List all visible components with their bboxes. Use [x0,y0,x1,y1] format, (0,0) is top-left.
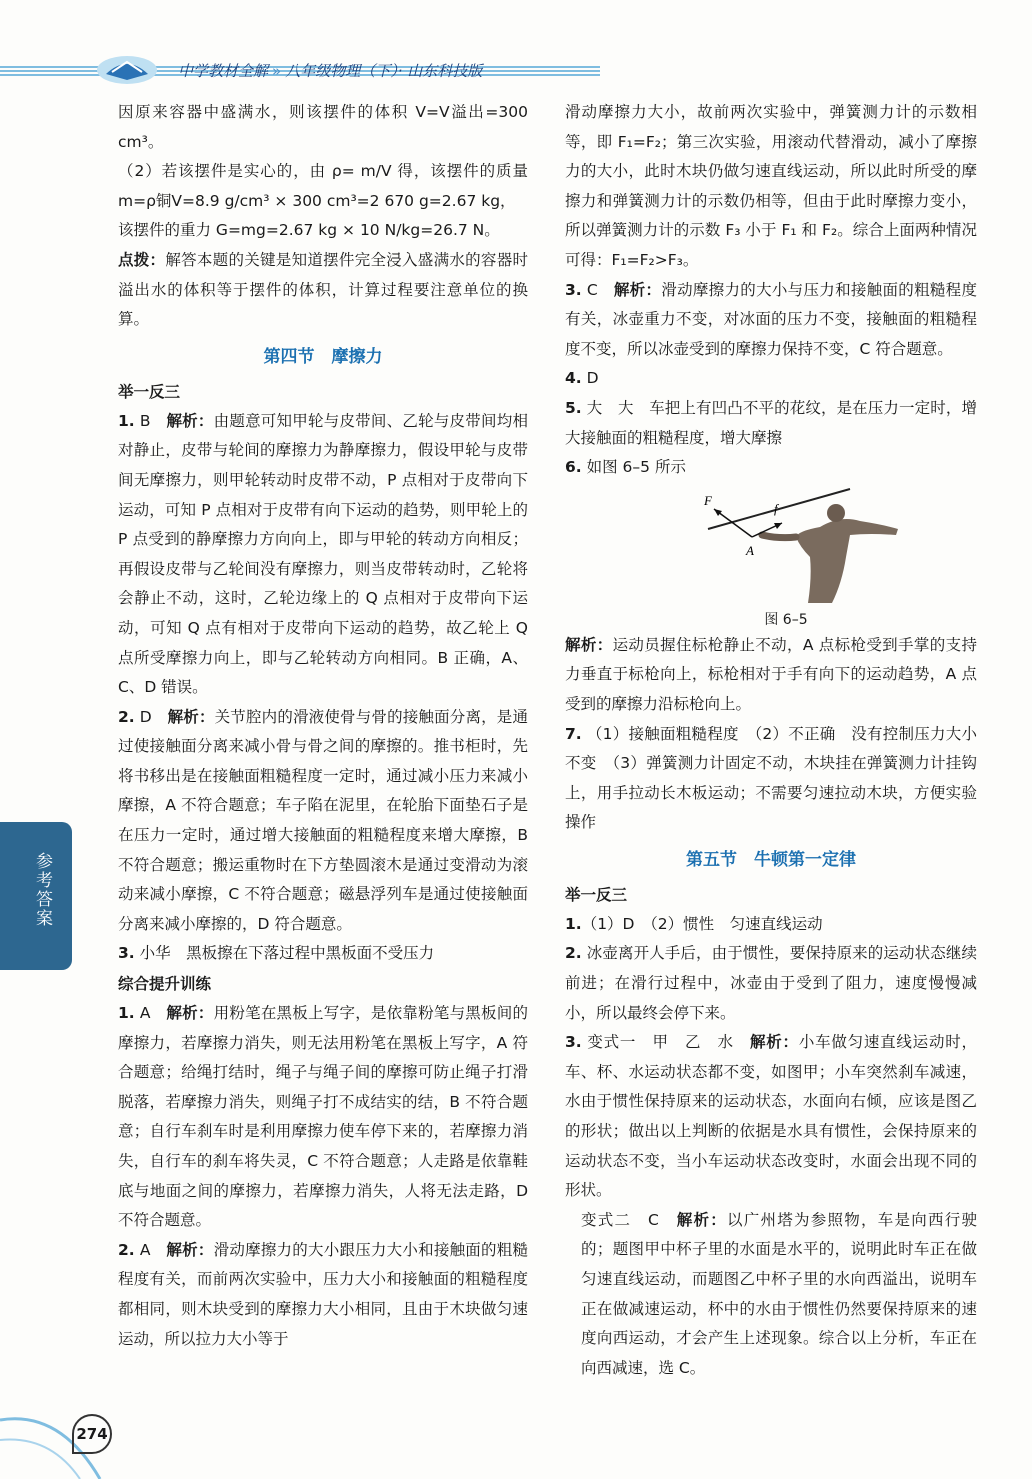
intro-line-3: 该摆件的重力 G=mg=2.67 kg × 10 N/kg=26.7 N。 [118,221,500,240]
item-answer: B [139,411,167,430]
tip-paragraph [118,246,528,335]
side-tab [0,822,72,970]
answer-item [565,364,977,394]
book-subtitle: 八年级物理（下）· 山东科技版 [285,62,483,80]
item-answer: A [139,1240,167,1259]
item-number: 2. [118,707,135,726]
item-number: 2. [118,1240,135,1259]
subsection-title-practice: 举一反三 [118,382,181,401]
continued-text: 滑动摩擦力大小，故前两次实验中，弹簧测力计的示数相等，即 F₁=F₂；第三次实验，用滚动代替滑动，减小了摩擦力的大小，此时木块仍做匀速直线运动，所以此时所受的摩擦力和弹簧测力计的示数仍相等，但由于此时摩擦力变小，所以弹簧测力计的示数 F₃ 小于 F₁ 和 F₂。综合上面两种情况可得：F₁=F₂>F₃。 [565,103,977,269]
answer-item [118,1236,528,1354]
item-text: D [586,369,599,388]
answer-item [565,453,977,483]
analysis-label: 解析： [167,707,215,726]
answer-item [118,703,528,940]
analysis-text: 由题意可知甲轮与皮带间、乙轮与皮带间均相对静止，皮带与轮间的摩擦力为静摩擦力，假设甲轮与皮带间无摩擦力，则甲轮转动时皮带不动，P 点相对于皮带向下运动，可知 P 点相对于皮带有向下运动的趋势，则甲轮上的 P 点受到的静摩擦力方向向上，即与甲轮的转动方向相反；再假设皮带与乙轮间没有摩擦力，则当皮带转动时，乙轮将会静止不动，这时，乙轮边缘上的 Q 点相对于皮带向下运动，可知 Q 点有相对于皮带向下运动的趋势，故乙轮上 Q 点所受摩擦力向上，即与乙轮转动方向相同。B 正确，A、C、D 错误。 [118,411,528,697]
answer-item [565,394,977,453]
item-text: 大 大 车把上有凹凸不平的花纹，是在压力一定时，增大接触面的粗糙程度，增大摩擦 [565,398,977,447]
item-text: 如图 6–5 所示 [586,458,686,477]
analysis-label: 解析： [166,1004,214,1023]
analysis-text: 用粉笔在黑板上写字，是依靠粉笔与黑板间的摩擦力，若摩擦力消失，则无法用粉笔在黑板上写字，A 符合题意；给绳打结时，绳子与绳子间的摩擦可防止绳子打滑脱落，若摩擦力消失，则绳子打不成结实的结，B 不符合题意；自行车刹车时是利用摩擦力使车停下来的，若摩擦力消失，自行车的刹车将失灵，C 不符合题意；人走路是依靠鞋底与地面之间的摩擦力，若摩擦力消失，人将无法走路，D 不符合题意。 [118,1004,528,1230]
section-title-friction: 第四节 摩擦力 [263,346,383,367]
item-number: 3. [565,1033,582,1052]
item-text: （1）接触面粗糙程度 （2）不正确 没有控制压力大小不变 （3）弹簧测力计固定不动，木块挂在弹簧测力计挂钩上，用手拉动长木板运动；不需要匀速拉动木块，方便实验操作 [565,724,977,832]
item-number: 6. [565,458,582,477]
item-text: （1）D （2）惯性 匀速直线运动 [581,914,823,933]
item-answer: 变式二 C [581,1210,677,1229]
analysis-text: 以广州塔为参照物，车是向西行驶的；题图甲中杯子里的水面是水平的，说明此时车正在做匀速直线运动，而题图乙中杯子里的水向西溢出，说明车正在做减速运动，杯中的水由于惯性仍然要保持原来的速度向西运动，才会产生上述现象。综合以上分析，车正在向西减速，选 C。 [581,1210,977,1377]
header-title [178,60,482,81]
analysis-label: 解析： [676,1210,728,1229]
intro-line-2: （2）若该摆件是实心的，由 ρ= m/V 得，该摆件的质量 m=ρ铜V=8.9 g/cm³ × 300 cm³=2 670 g=2.67 kg， [118,162,528,210]
item-number: 1. [118,411,135,430]
item-number: 7. [565,724,582,743]
answer-item [118,407,528,703]
intro-line-1: 因原来容器中盛满水，则该摆件的体积 V=V溢出=300 cm³。 [118,103,528,151]
answer-item [565,1028,977,1206]
item-number: 2. [565,944,582,963]
side-tab-label: 参考答案 [32,852,52,928]
book-logo-icon [92,50,162,86]
tip-text: 解答本题的关键是知道摆件完全浸入盛满水的容器时溢出水的体积等于摆件的体积，计算过程要注意单位的换算。 [118,250,528,329]
tip-label: 点拨： [118,250,166,269]
analysis-text: 滑动摩擦力的大小与压力和接触面的粗糙程度有关，冰壶重力不变，对冰面的压力不变，接触面的粗糙程度不变，所以冰壶受到的摩擦力保持不变，C 符合题意。 [565,280,977,358]
analysis-text: 滑动摩擦力的大小跟压力大小和接触面的粗糙程度有关，而前两次实验中，压力大小和接触面的粗糙程度都相同，则木块受到的摩擦力大小相同，且由于木块做匀速运动，所以拉力大小等于 [118,1240,528,1348]
item-number: 3. [118,944,135,963]
item-number: 1. [118,1004,135,1023]
answer-item [565,910,977,940]
answer-item [565,276,977,365]
force-label-F: F [704,492,712,508]
answer-item [565,1206,977,1384]
page-header [0,0,1032,92]
item-answer: 变式一 甲 乙 水 [587,1033,751,1052]
point-label-A: A [746,542,754,558]
figure-javelin [565,487,977,607]
item-number: 5. [565,398,582,417]
item-answer: D [139,707,168,726]
item-answer: A [139,1004,167,1023]
item-number: 4. [565,369,582,388]
answer-item [565,720,977,838]
item-text: 冰壶离开人手后，由于惯性，要保持原来的运动状态继续前进；在滑行过程中，冰壶由于受到了阻力，速度慢慢减小，所以最终会停下来。 [565,944,977,1022]
analysis-text: 小车做匀速直线运动时，车、杯、水运动状态都不变，如图甲；小车突然刹车减速，水由于惯性保持原来的运动状态，水面向右倾，应该是图乙的形状；做出以上判断的依据是水具有惯性，会保持原来的运动状态不变，当小车运动状态改变时，水面会出现不同的形状。 [565,1033,977,1200]
section-title-newton: 第五节 牛顿第一定律 [686,849,856,870]
analysis-label: 解析： [565,635,613,654]
answer-item [118,999,528,1236]
answer-item [565,939,977,1028]
analysis-text: 运动员握住标枪静止不动，A 点标枪受到手掌的支持力垂直于标枪向上，标枪相对于手有向下的运动趋势，A 点受到的摩擦力沿标枪向上。 [565,635,977,713]
subsection-title-practice: 举一反三 [565,885,628,904]
analysis-label: 解析： [166,411,214,430]
book-title: 中学教材全解 [178,62,269,80]
arrow-icon: » [272,62,282,80]
item-number: 3. [565,280,582,299]
right-column [565,98,977,1383]
subsection-title-training: 综合提升训练 [118,975,212,994]
left-column [118,98,528,1354]
item-text: 小华 黑板擦在下落过程中黑板面不受压力 [139,944,435,963]
javelin-athlete-image [700,487,900,605]
figure-caption: 图 6–5 [764,611,808,628]
analysis-paragraph [565,631,977,720]
analysis-label: 解析： [750,1033,799,1052]
item-answer: C [586,280,614,299]
force-label-f: f [774,500,778,516]
analysis-label: 解析： [166,1240,214,1259]
answer-item [118,939,528,969]
page-number: 274 [72,1414,112,1454]
item-number: 1. [565,914,582,933]
analysis-text: 关节腔内的滑液使骨与骨的接触面分离，是通过使接触面分离来减小骨与骨之间的摩擦的。推书柜时，先将书移出是在接触面粗糙程度一定时，通过减小压力来减小摩擦，A 不符合题意；车子陷在泥里，在轮胎下面垫石子是在压力一定时，通过增大接触面的粗糙程度来增大摩擦，B 不符合题意；搬运重物时在下方垫圆滚木是通过变滑动为滚动来减小摩擦，C 不符合题意；磁悬浮列车是通过使接触面分离来减小摩擦的，D 符合题意。 [118,707,528,933]
analysis-label: 解析： [613,280,662,299]
